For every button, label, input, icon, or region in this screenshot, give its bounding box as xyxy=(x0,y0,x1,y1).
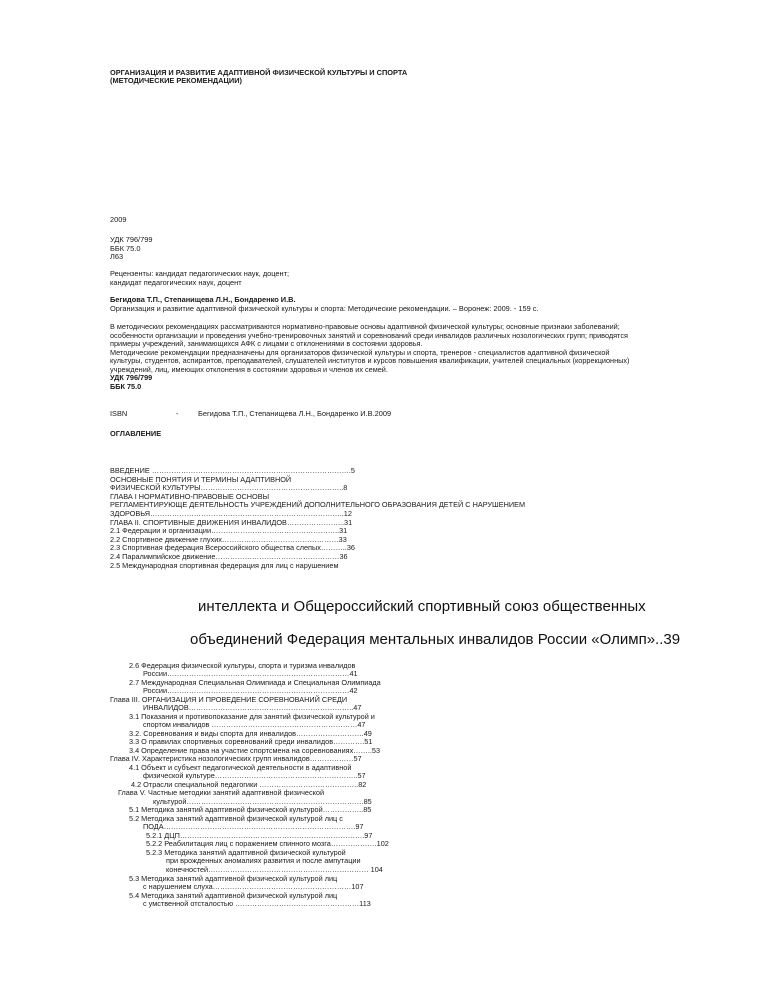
abstract-bbk: ББК 75.0 xyxy=(110,381,142,391)
toc-entry: России…………………………………………………………………42 xyxy=(143,686,358,695)
toc-entry: 5.2.3 Методика занятий адаптивной физической культурой xyxy=(146,848,346,857)
abstract-line: особенности организации и проведения учебно-тренировочных занятий и соревнований среди инвалидов различных нозологических групп; приводятся xyxy=(110,330,628,340)
toc-entry: 5.1 Методика занятий адаптивной физической культурой……………..85 xyxy=(129,805,372,814)
toc-entry: 2.1 Федерации и организации……………………………………………..31 xyxy=(110,526,348,536)
library-code: Л63 xyxy=(110,252,124,261)
toc-entry: с нарушением слуха…………………………………………………107 xyxy=(143,882,364,891)
abstract-line: примеры учреждений, занимающихся АФК с лицами с отклонениями в состоянии здоровья. xyxy=(110,339,423,348)
toc-entry: ИНВАЛИДОВ…………………………………………………………..47 xyxy=(143,703,362,712)
citation: Организация и развитие адаптивной физической культуры и спорта: Методические рекомендации. – Воронеж: 2009. - 159 с. xyxy=(110,304,539,313)
toc-entry: 4.1 Объект и субъект педагогической деятельности в адаптивной xyxy=(129,763,352,772)
publication-year: 2009 xyxy=(110,215,127,224)
toc-continued-line-2: объединений Федерация ментальных инвалидов России «Олимп»..39 xyxy=(190,631,681,648)
toc-entry: конечностей………………………………………………………… 104 xyxy=(166,865,383,874)
toc-entry: Глава IV. Характеристика нозологических групп инвалидов………………57 xyxy=(110,754,362,763)
toc-entry: культурой……………………………………………………………….85 xyxy=(153,797,372,806)
toc-entry: 5.2 Методика занятий адаптивной физической культурой лиц с xyxy=(129,814,343,823)
abstract-line: В методических рекомендациях рассматриваются нормативно-правовые основы адаптивной физической культуры; основные признаки заболеваний; xyxy=(110,322,620,331)
toc-entry: 3.2. Соревнования и виды спорта для инвалидов……………………….49 xyxy=(129,729,372,738)
toc-entry: при врожденных аномалиях развития и после ампутации xyxy=(166,856,361,865)
abstract-line: Методические рекомендации предназначены для организаторов физической культуры и спорта, тренеров - специалистов адаптивной физической xyxy=(110,347,610,357)
toc-entry: 2.7 Международная Специальная Олимпиада и Специальная Олимпиада xyxy=(129,678,381,687)
toc-entry: России…………………………………………………………………41 xyxy=(143,669,358,678)
toc-entry: 3.1 Показания и противопоказание для занятий физической культурой и xyxy=(129,712,375,721)
toc-entry: 2.3 Спортивная федерация Всероссийского общества слепых………..36 xyxy=(110,543,355,553)
toc-entry: 5.4 Методика занятий адаптивной физической культурой лиц xyxy=(129,891,338,900)
toc-continued-line-1: интеллекта и Общероссийский спортивный союз общественных xyxy=(198,598,646,615)
toc-entry: 5.3 Методика занятий адаптивной физической культурой лиц xyxy=(129,874,338,883)
toc-entry: с умственной отсталостью ……………………………………………113 xyxy=(143,899,371,908)
toc-entry: ГЛАВА I НОРМАТИВНО-ПРАВОВЫЕ ОСНОВЫ xyxy=(110,491,270,501)
toc-entry: ФИЗИЧЕСКОЙ КУЛЬТУРЫ…………………………………………………..8 xyxy=(110,483,348,493)
toc-entry: Глава III. ОРГАНИЗАЦИЯ И ПРОВЕДЕНИЕ СОРЕВНОВАНИЙ СРЕДИ xyxy=(110,695,348,704)
toc-entry: 2.2 Спортивное движение глухих…………………………………………33 xyxy=(110,534,347,544)
toc-entry: РЕГЛАМЕНТИРУЮЩЕ ДЕЯТЕЛЬНОСТЬ УЧРЕЖДЕНИЙ ДОПОЛНИТЕЛЬНОГО ОБРАЗОВАНИЯ ДЕТЕЙ С НАРУШЕНИЕМ xyxy=(110,500,526,510)
toc-entry: 4.2 Отрасли специальной педагогики …………………………………..82 xyxy=(131,780,367,789)
toc-heading: ОГЛАВЛЕНИЕ xyxy=(110,429,162,438)
abstract-udk: УДК 796/799 xyxy=(110,373,153,382)
toc-entry: 2.4 Паралимпийское движение……………………………………………36 xyxy=(110,551,348,561)
toc-entry: физической культуре…………………………………………………..57 xyxy=(143,771,366,780)
toc-entry: 2.6 Федерация физической культуры, спорта и туризма инвалидов xyxy=(129,661,356,670)
isbn-dash: - xyxy=(176,409,179,418)
toc-entry: ЗДОРОВЬЯ……………………………………………………………………..12 xyxy=(110,508,352,518)
abstract-line: культуры, студентов, аспирантов, преподавателей, слушателей институтов и курсов повышения квалификации, учителей специальных (коррекционных) xyxy=(110,356,630,365)
toc-entry: ОСНОВНЫЕ ПОНЯТИЯ И ТЕРМИНЫ АДАПТИВНОЙ xyxy=(110,474,292,484)
toc-entry: Глава V. Частные методики занятий адаптивной физической xyxy=(118,788,325,797)
authors: Бегидова Т.П., Степанищева Л.Н., Бондаренко И.В. xyxy=(110,295,296,304)
toc-entry: 5.2.2 Реабилитация лиц с поражением спинного мозга……………….102 xyxy=(146,839,389,848)
document-title: ОРГАНИЗАЦИЯ И РАЗВИТИЕ АДАПТИВНОЙ ФИЗИЧЕСКОЙ КУЛЬТУРЫ И СПОРТА xyxy=(110,68,408,77)
bbk-code: ББК 75.0 xyxy=(110,244,141,253)
document-subtitle: (МЕТОДИЧЕСКИЕ РЕКОМЕНДАЦИИ) xyxy=(110,76,242,85)
reviewers-line-1: Рецензенты: кандидат педагогических наук, доцент; xyxy=(110,269,290,278)
toc-part-1 xyxy=(110,467,710,570)
toc-entry: 5.2.1 ДЦП………………………………………………………………….97 xyxy=(146,831,373,840)
abstract xyxy=(110,323,710,391)
abstract-line: учреждений, лиц, имеющих отклонения в состоянии здоровья и членов их семей. xyxy=(110,364,388,374)
toc-entry: ГЛАВА II. СПОРТИВНЫЕ ДВИЖЕНИЯ ИНВАЛИДОВ…………………...31 xyxy=(110,517,353,527)
toc-entry: ПОДА…………………………………………………………………….97 xyxy=(143,822,364,831)
toc-entry: ВВЕДЕНИЕ ……………………………………………………………………….5 xyxy=(110,466,355,475)
isbn-label: ISBN xyxy=(110,409,128,418)
toc-entry: спортом инвалидов ……………………………………………………47 xyxy=(143,720,366,729)
reviewers-line-2: кандидат педагогических наук, доцент xyxy=(110,278,242,287)
toc-entry: 3.3 О правилах спортивных соревнований среди инвалидов………….51 xyxy=(129,737,373,746)
udk-code: УДК 796/799 xyxy=(110,235,153,244)
toc-entry: 3.4 Определение права на участие спортсмена на соревнованиях……..53 xyxy=(129,746,381,755)
toc-entry: 2.5 Международная спортивная федерация для лиц с нарушением xyxy=(110,560,339,570)
copyright: Бегидова Т.П., Степанищева Л.Н., Бондаренко И.В.2009 xyxy=(198,409,392,418)
